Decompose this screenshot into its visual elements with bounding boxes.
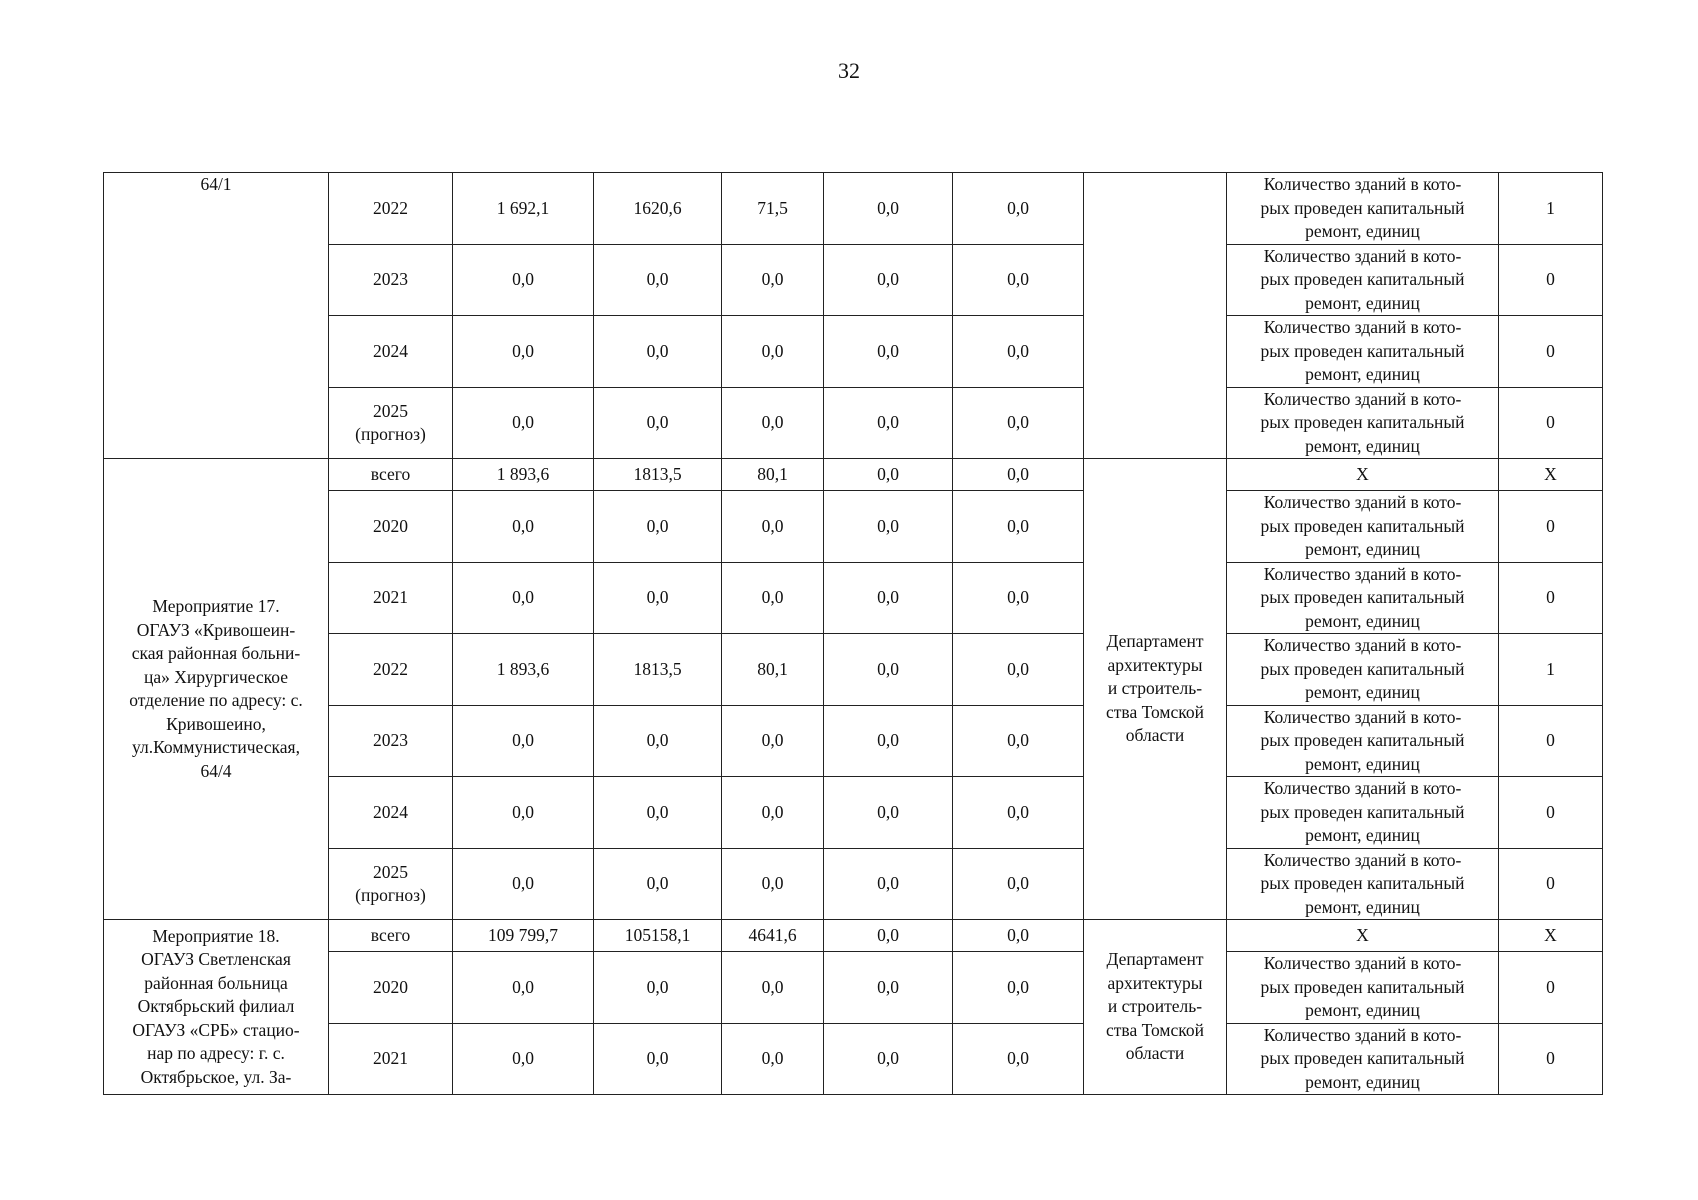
table-row xyxy=(104,387,1603,459)
amount-total: 1 893,6 xyxy=(453,459,594,491)
table-row xyxy=(104,634,1603,706)
page-number: 32 xyxy=(838,58,860,83)
amount-total: 0,0 xyxy=(453,387,594,459)
amount-c4: 0,0 xyxy=(953,634,1084,706)
amount-c2: 0,0 xyxy=(722,244,824,316)
amount-c3: 0,0 xyxy=(824,316,953,388)
amount-c1: 1620,6 xyxy=(594,173,722,245)
table-row xyxy=(104,459,1603,491)
text-line: ремонт, единиц xyxy=(1305,682,1420,702)
year-cell xyxy=(329,244,453,316)
text-line: районная больница xyxy=(144,972,288,993)
indicator-value: 1 xyxy=(1499,173,1603,245)
indicator-value: 0 xyxy=(1499,244,1603,316)
text-line: (прогноз) xyxy=(355,884,426,905)
amount-total: 1 893,6 xyxy=(453,634,594,706)
text-line: и строитель- xyxy=(1107,678,1203,699)
text-line: Количество зданий в кото- xyxy=(1263,635,1462,655)
year-cell xyxy=(329,459,453,491)
text-line: ремонт, единиц xyxy=(1305,435,1420,456)
text-line: Октябрьский филиал xyxy=(137,996,295,1017)
text-line: 2022 xyxy=(373,658,408,679)
amount-c4: 0,0 xyxy=(953,1023,1084,1095)
amount-total: 0,0 xyxy=(453,562,594,634)
text-line: 2025 xyxy=(373,861,408,882)
text-line: ремонт, единиц xyxy=(1305,292,1420,313)
text-line: рых проведен капитальный xyxy=(1260,412,1465,432)
text-line: рых проведен капитальный xyxy=(1260,801,1465,822)
indicator-value: 0 xyxy=(1499,952,1603,1024)
table-row xyxy=(104,920,1603,952)
text-line: (прогноз) xyxy=(355,423,426,444)
amount-c2: 0,0 xyxy=(722,848,824,920)
amount-c3: 0,0 xyxy=(824,244,953,316)
amount-c4: 0,0 xyxy=(953,459,1084,491)
text-line: 2021 xyxy=(373,1048,408,1069)
amount-c3: 0,0 xyxy=(824,173,953,245)
amount-c3: 0,0 xyxy=(824,1023,953,1095)
text-line: 2023 xyxy=(373,269,408,290)
text-line: 2020 xyxy=(373,515,408,536)
indicator-name xyxy=(1227,173,1499,245)
text-line: Количество зданий в кото- xyxy=(1263,849,1462,870)
amount-c2: 0,0 xyxy=(722,1023,824,1095)
year-cell xyxy=(329,562,453,634)
amount-c4: 0,0 xyxy=(953,173,1084,245)
text-line: всего xyxy=(370,925,411,945)
table-row xyxy=(104,173,1603,245)
indicator-name xyxy=(1227,459,1499,491)
amount-c1: 1813,5 xyxy=(594,634,722,706)
amount-c4: 0,0 xyxy=(953,387,1084,459)
indicator-value: 0 xyxy=(1499,562,1603,634)
indicator-name xyxy=(1227,848,1499,920)
amount-c1: 0,0 xyxy=(594,244,722,316)
text-line: области xyxy=(1125,1043,1185,1064)
amount-c2: 80,1 xyxy=(722,634,824,706)
text-line: Количество зданий в кото- xyxy=(1263,953,1462,973)
text-line: рых проведен капитальный xyxy=(1260,587,1465,607)
text-line: и строитель- xyxy=(1107,996,1203,1017)
indicator-name xyxy=(1227,387,1499,459)
amount-c1: 1813,5 xyxy=(594,459,722,491)
indicator-value: 0 xyxy=(1499,491,1603,563)
year-cell xyxy=(329,491,453,563)
executor xyxy=(1084,173,1227,459)
text-line: Количество зданий в кото- xyxy=(1263,563,1462,584)
amount-c1: 0,0 xyxy=(594,705,722,777)
amount-c1: 0,0 xyxy=(594,316,722,388)
amount-c4: 0,0 xyxy=(953,705,1084,777)
text-line: 2025 xyxy=(373,400,408,421)
indicator-value: Х xyxy=(1499,920,1603,952)
year-cell xyxy=(329,173,453,245)
amount-total: 1 692,1 xyxy=(453,173,594,245)
year-cell xyxy=(329,316,453,388)
event-description xyxy=(104,920,329,1095)
indicator-name xyxy=(1227,562,1499,634)
table-row xyxy=(104,777,1603,849)
text-line: ремонт, единиц xyxy=(1305,753,1420,774)
text-line: Количество зданий в кото- xyxy=(1263,1024,1462,1045)
text-line: Департамент xyxy=(1106,949,1204,970)
amount-total: 0,0 xyxy=(453,777,594,849)
indicator-name xyxy=(1227,777,1499,849)
amount-c1: 0,0 xyxy=(594,848,722,920)
text-line: рых проведен капитальный xyxy=(1260,730,1465,750)
text-line: архитектуры xyxy=(1107,972,1203,993)
text-line: рых проведен капитальный xyxy=(1260,873,1465,893)
amount-c2: 80,1 xyxy=(722,459,824,491)
text-line: 2022 xyxy=(373,197,408,218)
text-line: Количество зданий в кото- xyxy=(1263,174,1462,194)
amount-c3: 0,0 xyxy=(824,952,953,1024)
text-line: ОГАУЗ Светленская xyxy=(141,949,291,970)
indicator-name xyxy=(1227,920,1499,952)
text-line: 2023 xyxy=(373,730,408,751)
text-line: ца» Хирургическое xyxy=(144,666,288,687)
amount-c1: 0,0 xyxy=(594,1023,722,1095)
amount-c2: 0,0 xyxy=(722,952,824,1024)
year-cell xyxy=(329,952,453,1024)
amount-c4: 0,0 xyxy=(953,952,1084,1024)
indicator-name xyxy=(1227,705,1499,777)
text-line: Х xyxy=(1356,463,1369,484)
amount-c4: 0,0 xyxy=(953,777,1084,849)
text-line: 2021 xyxy=(373,587,408,608)
text-line: ская районная больни- xyxy=(131,643,301,663)
year-cell xyxy=(329,634,453,706)
text-line: всего xyxy=(370,464,411,484)
indicator-value: Х xyxy=(1499,459,1603,491)
text-line: Кривошеино, xyxy=(166,713,266,734)
text-line: отделение по адресу: с. xyxy=(129,690,303,710)
text-line: Количество зданий в кото- xyxy=(1263,778,1462,798)
amount-c2: 0,0 xyxy=(722,777,824,849)
event-description xyxy=(104,459,329,920)
amount-c1: 105158,1 xyxy=(594,920,722,952)
amount-c1: 0,0 xyxy=(594,387,722,459)
text-line: нар по адресу: г. с. xyxy=(147,1043,285,1064)
amount-c3: 0,0 xyxy=(824,634,953,706)
amount-c3: 0,0 xyxy=(824,459,953,491)
amount-c2: 0,0 xyxy=(722,491,824,563)
executor xyxy=(1084,920,1227,1095)
year-cell xyxy=(329,777,453,849)
text-line: Количество зданий в кото- xyxy=(1263,706,1462,727)
amount-c3: 0,0 xyxy=(824,491,953,563)
amount-c4: 0,0 xyxy=(953,562,1084,634)
amount-total: 109 799,7 xyxy=(453,920,594,952)
text-line: 64/1 xyxy=(200,174,232,194)
amount-c2: 0,0 xyxy=(722,387,824,459)
text-line: Мероприятие 18. xyxy=(152,925,280,946)
text-line: ства Томской xyxy=(1106,1019,1204,1040)
text-line: ремонт, единиц xyxy=(1305,896,1420,917)
amount-total: 0,0 xyxy=(453,491,594,563)
indicator-name xyxy=(1227,316,1499,388)
amount-c2: 4641,6 xyxy=(722,920,824,952)
text-line: ремонт, единиц xyxy=(1305,221,1420,241)
indicator-name xyxy=(1227,1023,1499,1095)
executor xyxy=(1084,459,1227,920)
amount-c2: 0,0 xyxy=(722,562,824,634)
amount-c1: 0,0 xyxy=(594,777,722,849)
amount-c3: 0,0 xyxy=(824,777,953,849)
year-cell xyxy=(329,848,453,920)
text-line: рых проведен капитальный xyxy=(1260,340,1465,361)
indicator-value: 1 xyxy=(1499,634,1603,706)
text-line: рых проведен капитальный xyxy=(1260,658,1465,679)
amount-c3: 0,0 xyxy=(824,848,953,920)
amount-c4: 0,0 xyxy=(953,244,1084,316)
amount-c2: 71,5 xyxy=(722,173,824,245)
amount-total: 0,0 xyxy=(453,1023,594,1095)
indicator-value: 0 xyxy=(1499,316,1603,388)
table-row xyxy=(104,491,1603,563)
amount-c2: 0,0 xyxy=(722,705,824,777)
text-line: 2024 xyxy=(373,801,408,822)
text-line: ОГАУЗ «СРБ» стацио- xyxy=(132,1019,300,1040)
text-line: ремонт, единиц xyxy=(1305,364,1420,384)
text-line: Мероприятие 17. xyxy=(152,596,280,616)
year-cell xyxy=(329,387,453,459)
text-line: ОГАУЗ «Кривошеин- xyxy=(136,619,296,640)
text-line: 2024 xyxy=(373,340,408,361)
text-line: Количество зданий в кото- xyxy=(1263,492,1462,512)
text-line: Количество зданий в кото- xyxy=(1263,245,1462,266)
indicator-value: 0 xyxy=(1499,848,1603,920)
text-line: рых проведен капитальный xyxy=(1260,515,1465,536)
text-line: Октябрьское, ул. За- xyxy=(140,1066,292,1087)
amount-total: 0,0 xyxy=(453,848,594,920)
table-row xyxy=(104,1023,1603,1095)
amount-c1: 0,0 xyxy=(594,952,722,1024)
text-line: 64/4 xyxy=(200,760,232,781)
amount-total: 0,0 xyxy=(453,705,594,777)
amount-c4: 0,0 xyxy=(953,316,1084,388)
amount-c3: 0,0 xyxy=(824,705,953,777)
amount-c3: 0,0 xyxy=(824,920,953,952)
text-line: рых проведен капитальный xyxy=(1260,1048,1465,1068)
text-line: ремонт, единиц xyxy=(1305,539,1420,559)
text-line: архитектуры xyxy=(1107,654,1203,675)
text-line: Х xyxy=(1356,924,1369,945)
year-cell xyxy=(329,1023,453,1095)
indicator-name xyxy=(1227,634,1499,706)
table-row xyxy=(104,562,1603,634)
amount-total: 0,0 xyxy=(453,952,594,1024)
year-cell xyxy=(329,920,453,952)
year-cell xyxy=(329,705,453,777)
text-line: рых проведен капитальный xyxy=(1260,976,1465,997)
amount-c4: 0,0 xyxy=(953,848,1084,920)
text-line: рых проведен капитальный xyxy=(1260,197,1465,218)
text-line: ул.Коммунистическая, xyxy=(132,737,300,757)
amount-c1: 0,0 xyxy=(594,491,722,563)
text-line: 2020 xyxy=(373,976,408,997)
text-line: ремонт, единиц xyxy=(1305,610,1420,631)
text-line: ремонт, единиц xyxy=(1305,1000,1420,1020)
amount-total: 0,0 xyxy=(453,244,594,316)
text-line: ства Томской xyxy=(1106,701,1204,722)
indicator-name xyxy=(1227,244,1499,316)
text-line: Количество зданий в кото- xyxy=(1263,317,1462,337)
amount-c4: 0,0 xyxy=(953,491,1084,563)
text-line: ремонт, единиц xyxy=(1305,1071,1420,1092)
amount-c2: 0,0 xyxy=(722,316,824,388)
table-row xyxy=(104,705,1603,777)
table-row xyxy=(104,848,1603,920)
indicator-value: 0 xyxy=(1499,777,1603,849)
indicator-value: 0 xyxy=(1499,705,1603,777)
text-line: Департамент xyxy=(1106,631,1204,652)
indicator-value: 0 xyxy=(1499,1023,1603,1095)
amount-c4: 0,0 xyxy=(953,920,1084,952)
amount-c3: 0,0 xyxy=(824,387,953,459)
funding-table xyxy=(103,172,1603,1095)
table-row xyxy=(104,316,1603,388)
event-description xyxy=(104,173,329,459)
text-line: ремонт, единиц xyxy=(1305,825,1420,845)
amount-total: 0,0 xyxy=(453,316,594,388)
table-row xyxy=(104,952,1603,1024)
indicator-name xyxy=(1227,491,1499,563)
indicator-value: 0 xyxy=(1499,387,1603,459)
amount-c1: 0,0 xyxy=(594,562,722,634)
amount-c3: 0,0 xyxy=(824,562,953,634)
text-line: рых проведен капитальный xyxy=(1260,269,1465,289)
table-row xyxy=(104,244,1603,316)
indicator-name xyxy=(1227,952,1499,1024)
text-line: Количество зданий в кото- xyxy=(1263,388,1462,409)
text-line: области xyxy=(1125,725,1185,746)
